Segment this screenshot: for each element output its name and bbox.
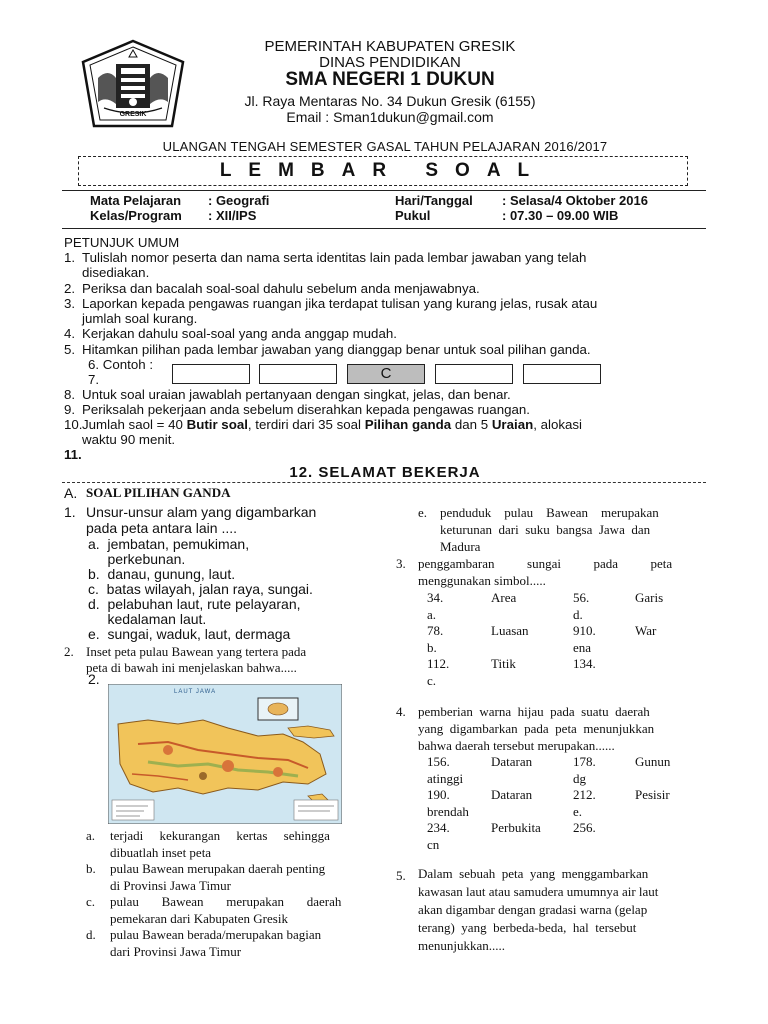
answer-option: pulau Bawean merupakan daerah	[110, 894, 342, 909]
instruction-number: 2.	[64, 281, 76, 296]
answer-option-letter: b.	[86, 861, 96, 876]
grid-cell: 134.	[573, 656, 596, 671]
grid-cell: Garis	[635, 590, 664, 605]
instructions-heading: PETUNJUK UMUM	[64, 235, 180, 250]
instruction-item	[64, 417, 709, 433]
grid-cell: 112.	[427, 656, 450, 671]
question-text: akan digambar dengan gradasi warna (gelap	[418, 902, 648, 917]
answer-option: b. danau, gunung, laut.	[88, 566, 236, 582]
instruction-text: , alokasi	[533, 417, 582, 432]
answer-option: di Provinsi Jawa Timur	[110, 878, 231, 893]
grid-cell: 178.	[573, 754, 596, 769]
answer-option: pulau Bawean merupakan daerah penting	[110, 861, 326, 876]
grid-cell: Area	[491, 590, 517, 605]
map-east-java	[108, 684, 342, 824]
grid-cell: Pesisir	[635, 787, 670, 802]
grid-cell: 212.	[573, 787, 596, 802]
instruction-emphasis: Uraian	[491, 417, 534, 432]
example-option-box	[172, 364, 250, 384]
grid-cell: 190.	[427, 787, 450, 802]
question-number: 3.	[396, 556, 406, 571]
section-title: SOAL PILIHAN GANDA	[86, 485, 231, 500]
example-index: 7.	[88, 372, 100, 387]
answer-option: e. sungai, waduk, laut, dermaga	[88, 626, 291, 642]
question-text: menunjukkan.....	[418, 938, 506, 953]
question-number: 1.	[64, 504, 76, 520]
time-value: : 07.30 – 09.00 WIB	[502, 208, 619, 223]
grid-cell: 34.	[427, 590, 444, 605]
divider-dashed	[62, 482, 706, 483]
question-number: 5.	[396, 868, 406, 883]
grid-cell: c.	[427, 672, 437, 688]
grid-cell: e.	[573, 803, 583, 819]
instruction-text: Periksalah pekerjaan anda sebelum diserahkan kepada pengawas ruangan.	[82, 402, 530, 417]
question-text: kawasan laut atau samudera umumnya air laut	[418, 884, 659, 899]
question-text: pada peta antara lain ....	[86, 520, 237, 536]
instruction-text: dan 5	[451, 417, 492, 432]
grid-cell: War	[635, 623, 657, 638]
answer-option: Madura	[440, 539, 481, 554]
school-logo	[80, 38, 186, 130]
grid-cell: d.	[573, 606, 583, 622]
question-text: bahwa daerah tersebut merupakan......	[418, 738, 615, 753]
question-sub-number: 2.	[88, 671, 100, 687]
question-text: yang digambarkan pada peta menunjukkan	[418, 721, 655, 736]
answer-option: c. batas wilayah, jalan raya, sungai.	[88, 581, 313, 597]
question-text: Unsur-unsur alam yang digambarkan	[86, 504, 317, 520]
grid-cell: 156.	[427, 754, 450, 769]
school-email: Email : Sman1dukun@gmail.com	[286, 109, 494, 125]
time-label: Pukul	[395, 208, 431, 223]
answer-option-letter: a.	[86, 828, 96, 843]
answer-option-letter: c.	[86, 894, 96, 909]
answer-option-letter: e.	[418, 505, 428, 520]
question-text: menggunakan simbol.....	[418, 573, 546, 588]
class-label: Kelas/Program	[90, 208, 182, 223]
question-text: peta di bawah ini menjelaskan bahwa.....	[86, 660, 297, 675]
grid-cell: 910.	[573, 623, 596, 638]
grid-cell: Perbukita	[491, 820, 541, 835]
instruction-number: 11.	[64, 447, 82, 462]
instruction-number: 8.	[64, 387, 76, 402]
answer-option: perkebunan.	[88, 551, 186, 567]
closing-message: 12. SELAMAT BEKERJA	[289, 464, 481, 481]
instruction-text: Tulislah nomor peserta dan nama serta identitas lain pada lembar jawaban yang telah	[82, 250, 587, 265]
question-text: pemberian warna hijau pada suatu daerah	[418, 704, 650, 719]
instruction-text: Jumlah saol = 40	[82, 417, 187, 432]
answer-option: pulau Bawean berada/merupakan bagian	[110, 927, 322, 942]
instruction-emphasis: Pilihan ganda	[364, 417, 452, 432]
answer-option: pemekaran dari Kabupaten Gresik	[110, 911, 288, 926]
department-name: DINAS PENDIDIKAN	[319, 54, 461, 71]
grid-cell: b.	[427, 639, 437, 655]
instruction-number: 4.	[64, 326, 76, 341]
government-name: PEMERINTAH KABUPATEN GRESIK	[264, 38, 516, 55]
grid-cell: Dataran	[491, 787, 533, 802]
sheet-title: LEMBAR SOAL	[219, 160, 547, 181]
question-text: penggambaran sungai pada peta	[418, 556, 673, 571]
date-value: : Selasa/4 Oktober 2016	[502, 193, 648, 208]
instruction-emphasis: Butir soal	[186, 417, 248, 432]
answer-option: terjadi kekurangan kertas sehingga	[110, 828, 330, 843]
instruction-item	[64, 326, 397, 342]
grid-cell: cn	[427, 836, 440, 852]
answer-option: dari Provinsi Jawa Timur	[110, 944, 242, 959]
grid-cell: 78.	[427, 623, 444, 638]
example-option-box	[523, 364, 601, 384]
instruction-number: 1.	[64, 250, 76, 265]
answer-option: a. jembatan, pemukiman,	[88, 536, 250, 552]
instruction-text: waktu 90 menit.	[82, 432, 176, 447]
example-option-box	[435, 364, 513, 384]
instruction-text: Untuk soal uraian jawablah pertanyaan dengan singkat, jelas, dan benar.	[82, 387, 511, 402]
subject-label: Mata Pelajaran	[90, 193, 182, 208]
instruction-text: disediakan.	[82, 265, 150, 280]
instruction-item	[64, 387, 511, 403]
subject-value: : Geografi	[208, 193, 270, 208]
question-text: Dalam sebuah peta yang menggambarkan	[418, 866, 649, 881]
question-number: 2.	[64, 644, 74, 659]
instruction-text: Laporkan kepada pengawas ruangan jika terdapat tulisan yang kurang jelas, rusak atau	[82, 296, 598, 311]
grid-cell: Luasan	[491, 623, 529, 638]
answer-option: d. pelabuhan laut, rute pelayaran,	[88, 596, 301, 612]
school-name: SMA NEGERI 1 DUKUN	[285, 69, 495, 90]
answer-option: dibuatlah inset peta	[110, 845, 212, 860]
instruction-number: 3.	[64, 296, 76, 311]
instruction-number: 10.	[64, 417, 83, 432]
grid-cell: 56.	[573, 590, 590, 605]
answer-option-letter: d.	[86, 927, 96, 942]
instruction-item	[64, 281, 480, 297]
grid-cell: atinggi	[427, 770, 464, 786]
divider-top	[62, 190, 706, 191]
question-text: terang) yang berbeda-beda, hal tersebut	[418, 920, 637, 935]
grid-cell: dg	[573, 770, 586, 786]
grid-cell: a.	[427, 606, 437, 622]
instruction-item	[64, 296, 709, 312]
instruction-number: 5.	[64, 342, 76, 357]
question-text: Inset peta pulau Bawean yang tertera pada	[86, 644, 307, 659]
instruction-text: Periksa dan bacalah soal-soal dahulu sebelum anda menjawabnya.	[82, 281, 480, 296]
grid-cell: Gunun	[635, 754, 671, 769]
grid-cell: ena	[573, 639, 592, 655]
grid-cell: Titik	[491, 656, 516, 671]
date-label: Hari/Tanggal	[395, 193, 473, 208]
answer-option: keturunan dari suku bangsa Jawa dan	[440, 522, 651, 537]
logo-label: GRESIK	[119, 111, 147, 118]
class-value: : XII/IPS	[208, 208, 257, 223]
example-label: 6. Contoh :	[88, 357, 154, 372]
instruction-number: 9.	[64, 402, 76, 417]
grid-cell: brendah	[427, 803, 469, 819]
map-label: LAUT JAWA	[174, 689, 217, 695]
instruction-text: , terdiri dari 35 soal	[247, 417, 365, 432]
school-address: Jl. Raya Mentaras No. 34 Dukun Gresik (6155)	[244, 93, 536, 109]
instruction-text: Kerjakan dahulu soal-soal yang anda anggap mudah.	[82, 326, 397, 341]
example-option-box	[259, 364, 337, 384]
divider-info	[62, 228, 706, 229]
question-number: 4.	[396, 704, 406, 719]
grid-cell: 234.	[427, 820, 450, 835]
instruction-item	[64, 402, 530, 418]
instruction-text: Hitamkan pilihan pada lembar jawaban yang dianggap benar untuk soal pilihan ganda.	[82, 342, 591, 357]
example-answer-box: C	[347, 364, 425, 384]
instruction-text: jumlah soal kurang.	[82, 311, 198, 326]
instruction-item	[64, 342, 591, 358]
grid-cell: Dataran	[491, 754, 533, 769]
answer-option: penduduk pulau Bawean merupakan	[440, 505, 659, 520]
instruction-item	[64, 250, 709, 266]
answer-option: kedalaman laut.	[88, 611, 207, 627]
grid-cell: 256.	[573, 820, 596, 835]
exam-title: ULANGAN TENGAH SEMESTER GASAL TAHUN PELAJARAN 2016/2017	[162, 139, 608, 154]
section-letter: A.	[64, 485, 78, 501]
